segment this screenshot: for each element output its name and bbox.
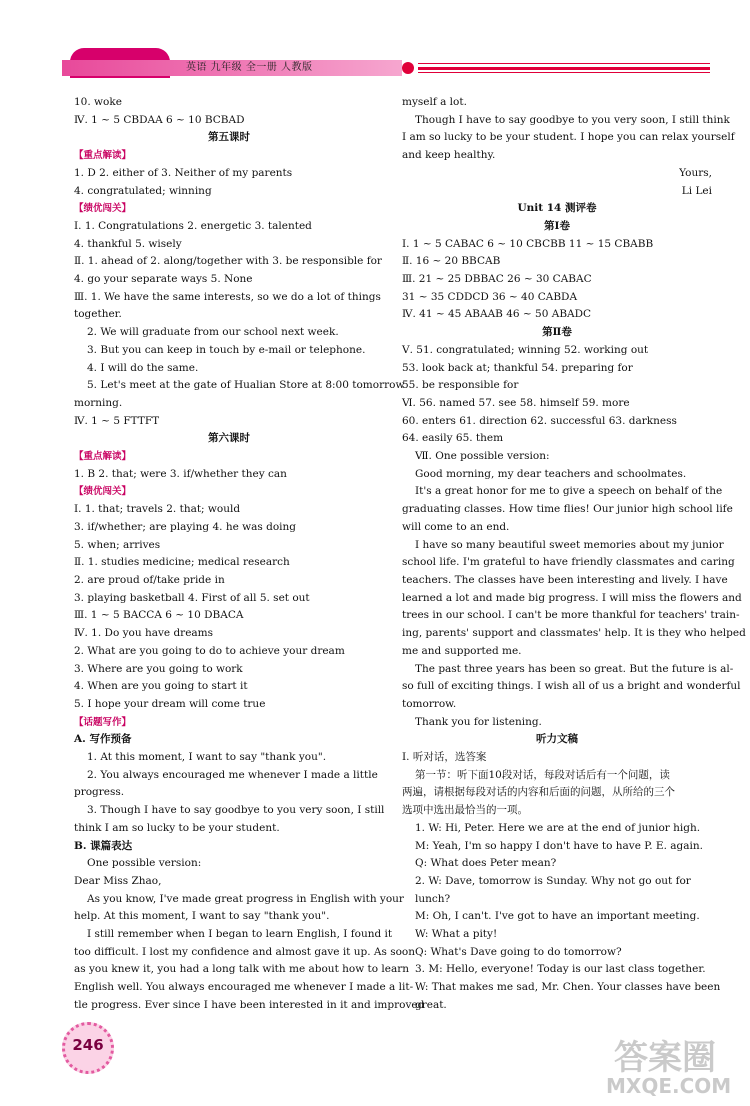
header-rule [418,72,710,73]
watermark-line-2: MXQE.COM [606,1074,732,1098]
text-line: B. 课篇表达 [74,839,133,852]
text-line: trees in our school. I can't be more thankful for teachers' train- [402,609,740,622]
text-line: 两遍，请根据每段对话的内容和后面的问题，从所给的三个 [402,786,675,799]
text-line: Ⅱ. 1. ahead of 2. along/together with 3. be responsible for [74,255,382,268]
text-line: 4. thankful 5. wisely [74,237,182,250]
text-line: Ⅳ. 1 ~ 5 CBDAA 6 ~ 10 BCBAD [74,113,245,126]
watermark [600,1030,740,1102]
text-line: 3. But you can keep in touch by e-mail or telephone. [87,343,366,356]
header-dot [402,62,414,74]
right-column [402,94,746,1015]
text-line: 第六课时 [208,432,250,445]
page-number-badge [62,1022,114,1074]
text-line: Ⅵ. 56. named 57. see 58. himself 59. more [402,396,630,409]
text-line: 60. enters 61. direction 62. successful 63. darkness [402,414,677,427]
watermark-line-1: 答案圈 [614,1038,716,1078]
text-line: English well. You always encouraged me whenever I made a lit- [74,981,414,994]
text-line: Ⅲ. 1. We have the same interests, so we do a lot of things [74,290,381,303]
text-line: 31 ~ 35 CDDCD 36 ~ 40 CABDA [402,290,578,303]
text-line: Ⅳ. 41 ~ 45 ABAAB 46 ~ 50 ABADC [402,308,592,321]
text-line: help. At this moment, I want to say "thank you". [74,910,330,923]
text-line: together. [74,308,122,321]
text-line: A. 写作预备 [74,733,132,746]
text-line: Ⅰ. 1 ~ 5 CABAC 6 ~ 10 CBCBB 11 ~ 15 CBABB [402,237,654,250]
page-number: 246 [72,1036,104,1054]
text-line: Ⅰ. 听对话，选答案 [402,751,487,764]
text-line: 53. look back at; thankful 54. preparing for [402,361,633,374]
text-line: 5. I hope your dream will come true [74,697,266,710]
text-line: I still remember when I began to learn English, I found it [87,928,393,941]
text-line: 听力文稿 [536,733,578,746]
text-line: will come to an end. [402,520,510,533]
text-line: 4. congratulated; winning [74,184,212,197]
text-line: W: What a pity! [415,928,498,941]
text-line: me and supported me. [402,644,522,657]
text-line: Ⅰ. 1. that; travels 2. that; would [74,503,241,516]
text-line: Ⅰ. 1. Congratulations 2. energetic 3. talented [74,219,312,232]
text-line: 1. D 2. either of 3. Neither of my parents [74,166,293,179]
left-column [74,94,425,1015]
text-line: myself a lot. [402,96,467,108]
text-line: 1. B 2. that; were 3. if/whether they can [74,467,287,480]
text-line: Ⅱ. 1. studies medicine; medical research [74,556,290,569]
text-line: morning. [74,396,123,409]
text-line: ing, parents' support and classmates' help. It is they who helped [402,627,746,640]
text-line: Thank you for listening. [415,715,542,728]
text-line: 4. When are you going to start it [74,680,248,693]
text-line: Yours, [679,166,712,179]
text-line: 第一节：听下面10段对话，每段对话后有一个问题，读 [415,768,670,781]
text-line: as you knew it, you had a long talk with me about how to learn [74,963,410,976]
text-line: Unit 14 测评卷 [517,202,597,215]
section-tag: 【绩优闯关】 [74,486,132,498]
text-line: 3. M: Hello, everyone! Today is our last class together. [415,963,706,976]
text-line: graduating classes. How time flies! Our junior high school life [402,503,733,516]
section-tag: 【重点解读】 [74,150,132,162]
text-line: Ⅲ. 1 ~ 5 BACCA 6 ~ 10 DBACA [74,609,244,622]
text-line: 1. W: Hi, Peter. Here we are at the end of junior high. [415,821,701,834]
text-line: progress. [74,786,125,799]
text-line: 4. I will do the same. [87,361,199,374]
text-line: 2. What are you going to do to achieve your dream [74,644,345,657]
text-line: Q: What does Peter mean? [415,857,557,870]
text-line: M: Yeah, I'm so happy I don't have to have P. E. again. [415,839,703,852]
text-line: Ⅳ. 1. Do you have dreams [74,627,214,640]
text-line: learned a lot and made big progress. I will miss the flowers and [402,591,742,604]
text-line: W: That makes me sad, Mr. Chen. Your classes have been [415,981,721,994]
text-line: great. [415,998,447,1011]
text-line: 3. Though I have to say goodbye to you very soon, I still [87,804,385,817]
text-line: 2. We will graduate from our school next week. [87,326,339,339]
text-line: tle progress. Ever since I have been interested in it and improved [74,998,425,1011]
text-line: 1. At this moment, I want to say "thank you". [87,751,327,764]
header-rule [418,67,710,70]
header-title: 英语 九年级 全一册 人教版 [186,62,313,73]
text-line: 5. Let's meet at the gate of Hualian Store at 8:00 tomorrow [87,379,405,392]
text-line: Li Lei [681,184,712,197]
text-line: and keep healthy. [402,149,496,162]
text-line: 2. You always encouraged me whenever I made a little [87,768,378,781]
text-line: 5. when; arrives [74,538,161,551]
text-line: 3. if/whether; are playing 4. he was doing [74,520,297,533]
text-line: Ⅶ. One possible version: [415,450,550,463]
text-line: tomorrow. [402,697,457,710]
text-line: Dear Miss Zhao, [74,874,162,887]
text-line: It's a great honor for me to give a speech on behalf of the [415,485,723,498]
text-line: The past three years has been so great. But the future is al- [415,662,734,675]
text-line: One possible version: [87,857,202,870]
section-tag: 【绩优闯关】 [74,203,132,215]
text-line: too difficult. I lost my confidence and almost gave it up. As soon [74,945,415,958]
text-line: 55. be responsible for [402,379,519,392]
text-line: so full of exciting things. I wish all of us a bright and wonderful [402,680,741,693]
page-header [0,0,750,90]
text-line: 2. are proud of/take pride in [74,573,225,586]
text-line: 3. Where are you going to work [74,662,243,675]
text-line: As you know, I've made great progress in English with your [87,892,404,905]
text-line: I have so many beautiful sweet memories about my junior [415,538,724,551]
text-line: school life. I'm grateful to have friendly classmates and caring [402,556,735,569]
text-line: 2. W: Dave, tomorrow is Sunday. Why not go out for [415,874,691,887]
text-line: 第Ⅰ卷 [544,219,570,232]
section-tag: 【重点解读】 [74,451,132,463]
text-line: Ⅲ. 21 ~ 25 DBBAC 26 ~ 30 CABAC [402,273,592,286]
text-line: Ⅴ. 51. congratulated; winning 52. working out [402,343,649,356]
text-line: Good morning, my dear teachers and schoolmates. [415,467,687,480]
text-line: 10. woke [74,96,122,108]
text-line: lunch? [415,892,451,905]
section-tag: 【话题写作】 [74,716,132,728]
text-line: think I am so lucky to be your student. [74,821,280,834]
text-line: 第Ⅱ卷 [542,326,572,339]
text-line: Ⅱ. 16 ~ 20 BBCAB [402,255,501,268]
text-line: 4. go your separate ways 5. None [74,273,253,286]
text-line: Though I have to say goodbye to you very soon, I still think [415,113,730,126]
text-line: 第五课时 [208,131,250,144]
text-line: Ⅳ. 1 ~ 5 FTTFT [74,414,160,427]
text-line: 64. easily 65. them [402,432,504,445]
text-line: M: Oh, I can't. I've got to have an important meeting. [415,910,700,923]
text-line: I am so lucky to be your student. I hope you can relax yourself [402,131,735,144]
text-line: teachers. The classes have been interesting and lively. I have [402,573,728,586]
text-line: 选项中选出最恰当的一项。 [402,804,528,817]
header-rule [418,63,710,64]
text-line: 3. playing basketball 4. First of all 5. set out [74,591,310,604]
text-line: Q: What's Dave going to do tomorrow? [415,945,622,958]
